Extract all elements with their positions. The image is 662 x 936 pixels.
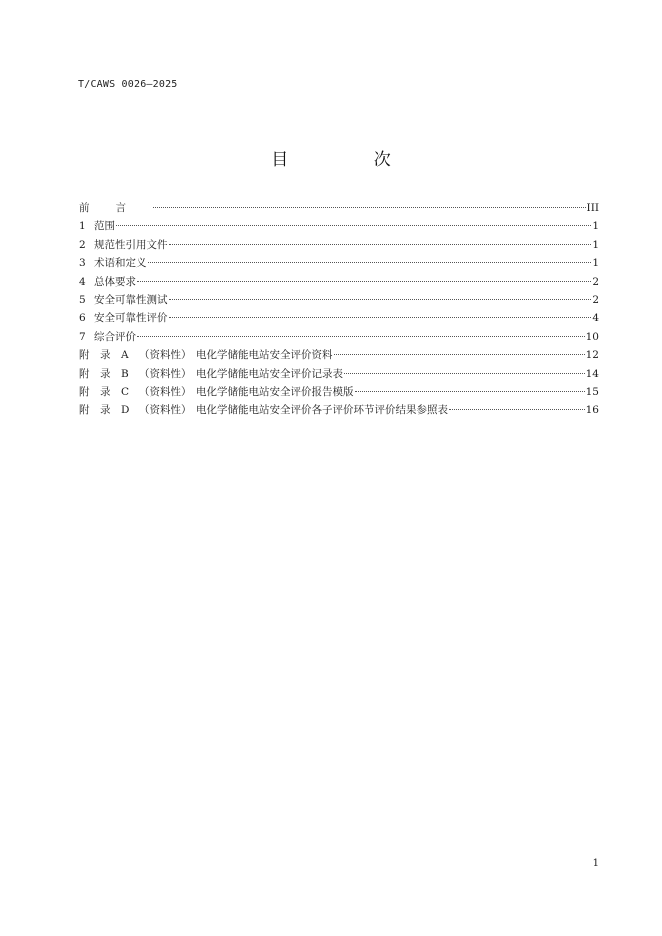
leader-dots <box>137 335 585 337</box>
leader-dots <box>449 408 585 410</box>
toc-entry-4[interactable] <box>79 273 599 291</box>
leader-dots <box>116 224 591 226</box>
toc-entry-label: 范围 <box>94 220 115 233</box>
toc-entry-foreword[interactable] <box>79 199 599 217</box>
appendix-type: （资料性） <box>139 367 192 380</box>
appendix-word-lu: 录 <box>100 404 111 417</box>
toc-entry-page: 14 <box>585 367 599 380</box>
toc-entry-5[interactable] <box>79 291 599 309</box>
appendix-type: （资料性） <box>139 349 192 362</box>
leader-dots <box>137 280 591 282</box>
leader-dots <box>344 372 585 374</box>
page-number: 1 <box>592 858 599 869</box>
leader-dots <box>148 261 592 263</box>
toc-entry-number: 1 <box>79 220 86 233</box>
leader-dots <box>169 316 592 318</box>
table-of-contents <box>79 199 599 420</box>
appendix-word-fu: 附 <box>79 349 90 362</box>
appendix-prefix <box>79 346 196 364</box>
toc-entry-6[interactable] <box>79 309 599 327</box>
leader-dots <box>355 390 585 392</box>
appendix-type: （资料性） <box>139 385 192 398</box>
toc-entry-page: 1 <box>592 220 599 233</box>
toc-entry-3[interactable] <box>79 254 599 272</box>
appendix-letter: B <box>121 367 129 380</box>
appendix-word-fu: 附 <box>79 367 90 380</box>
appendix-letter: A <box>121 349 129 362</box>
toc-entry-label: 电化学储能电站安全评价记录表 <box>196 367 343 380</box>
toc-entry-number: 3 <box>79 257 86 270</box>
appendix-letter: D <box>121 404 130 417</box>
toc-entry-label: 前言 <box>79 202 152 214</box>
toc-entry-page: 16 <box>585 404 599 417</box>
toc-entry-page: 1 <box>592 257 599 270</box>
toc-entry-number: 4 <box>79 275 86 288</box>
leader-dots <box>153 206 586 208</box>
toc-entry-page: 4 <box>592 312 599 325</box>
toc-entry-label: 电化学储能电站安全评价资料 <box>196 349 333 362</box>
leader-dots <box>334 353 585 355</box>
toc-entry-page: 1 <box>592 238 599 251</box>
appendix-word-lu: 录 <box>100 367 111 380</box>
toc-entry-page: 2 <box>592 293 599 306</box>
appendix-prefix <box>79 365 196 383</box>
toc-entry-number: 7 <box>79 330 86 343</box>
toc-entry-label: 综合评价 <box>94 330 136 343</box>
appendix-type: （资料性） <box>139 404 192 417</box>
toc-entry-label: 安全可靠性评价 <box>94 312 168 325</box>
toc-entry-page: 15 <box>585 385 599 398</box>
appendix-letter: C <box>121 385 130 398</box>
toc-entry-label: 规范性引用文件 <box>94 238 168 251</box>
standard-code: T/CAWS 0026—2025 <box>78 79 178 90</box>
toc-entry-2[interactable] <box>79 236 599 254</box>
leader-dots <box>169 298 592 300</box>
toc-entry-7[interactable] <box>79 328 599 346</box>
toc-entry-label: 术语和定义 <box>94 257 147 270</box>
toc-entry-label: 电化学储能电站安全评价各子评价环节评价结果参照表 <box>196 404 448 417</box>
toc-entry-page: 10 <box>585 330 599 343</box>
toc-entry-appendix-b[interactable] <box>79 365 599 383</box>
toc-entry-page: III <box>586 202 599 214</box>
appendix-prefix <box>79 401 196 419</box>
appendix-word-lu: 录 <box>100 349 111 362</box>
toc-title: 目 次 <box>271 150 431 170</box>
toc-entry-number: 5 <box>79 293 86 306</box>
appendix-word-fu: 附 <box>79 385 90 398</box>
appendix-word-lu: 录 <box>100 385 111 398</box>
toc-entry-label: 总体要求 <box>94 275 136 288</box>
toc-entry-label: 电化学储能电站安全评价报告模版 <box>196 385 354 398</box>
toc-entry-number: 2 <box>79 238 86 251</box>
appendix-prefix <box>79 383 196 401</box>
toc-entry-page: 2 <box>592 275 599 288</box>
toc-entry-label: 安全可靠性测试 <box>94 293 168 306</box>
toc-entry-number: 6 <box>79 312 86 325</box>
toc-entry-page: 12 <box>585 349 599 362</box>
toc-entry-appendix-a[interactable] <box>79 346 599 364</box>
leader-dots <box>169 243 592 245</box>
toc-entry-appendix-d[interactable] <box>79 401 599 419</box>
toc-entry-appendix-c[interactable] <box>79 383 599 401</box>
toc-entry-1[interactable] <box>79 217 599 235</box>
appendix-word-fu: 附 <box>79 404 90 417</box>
